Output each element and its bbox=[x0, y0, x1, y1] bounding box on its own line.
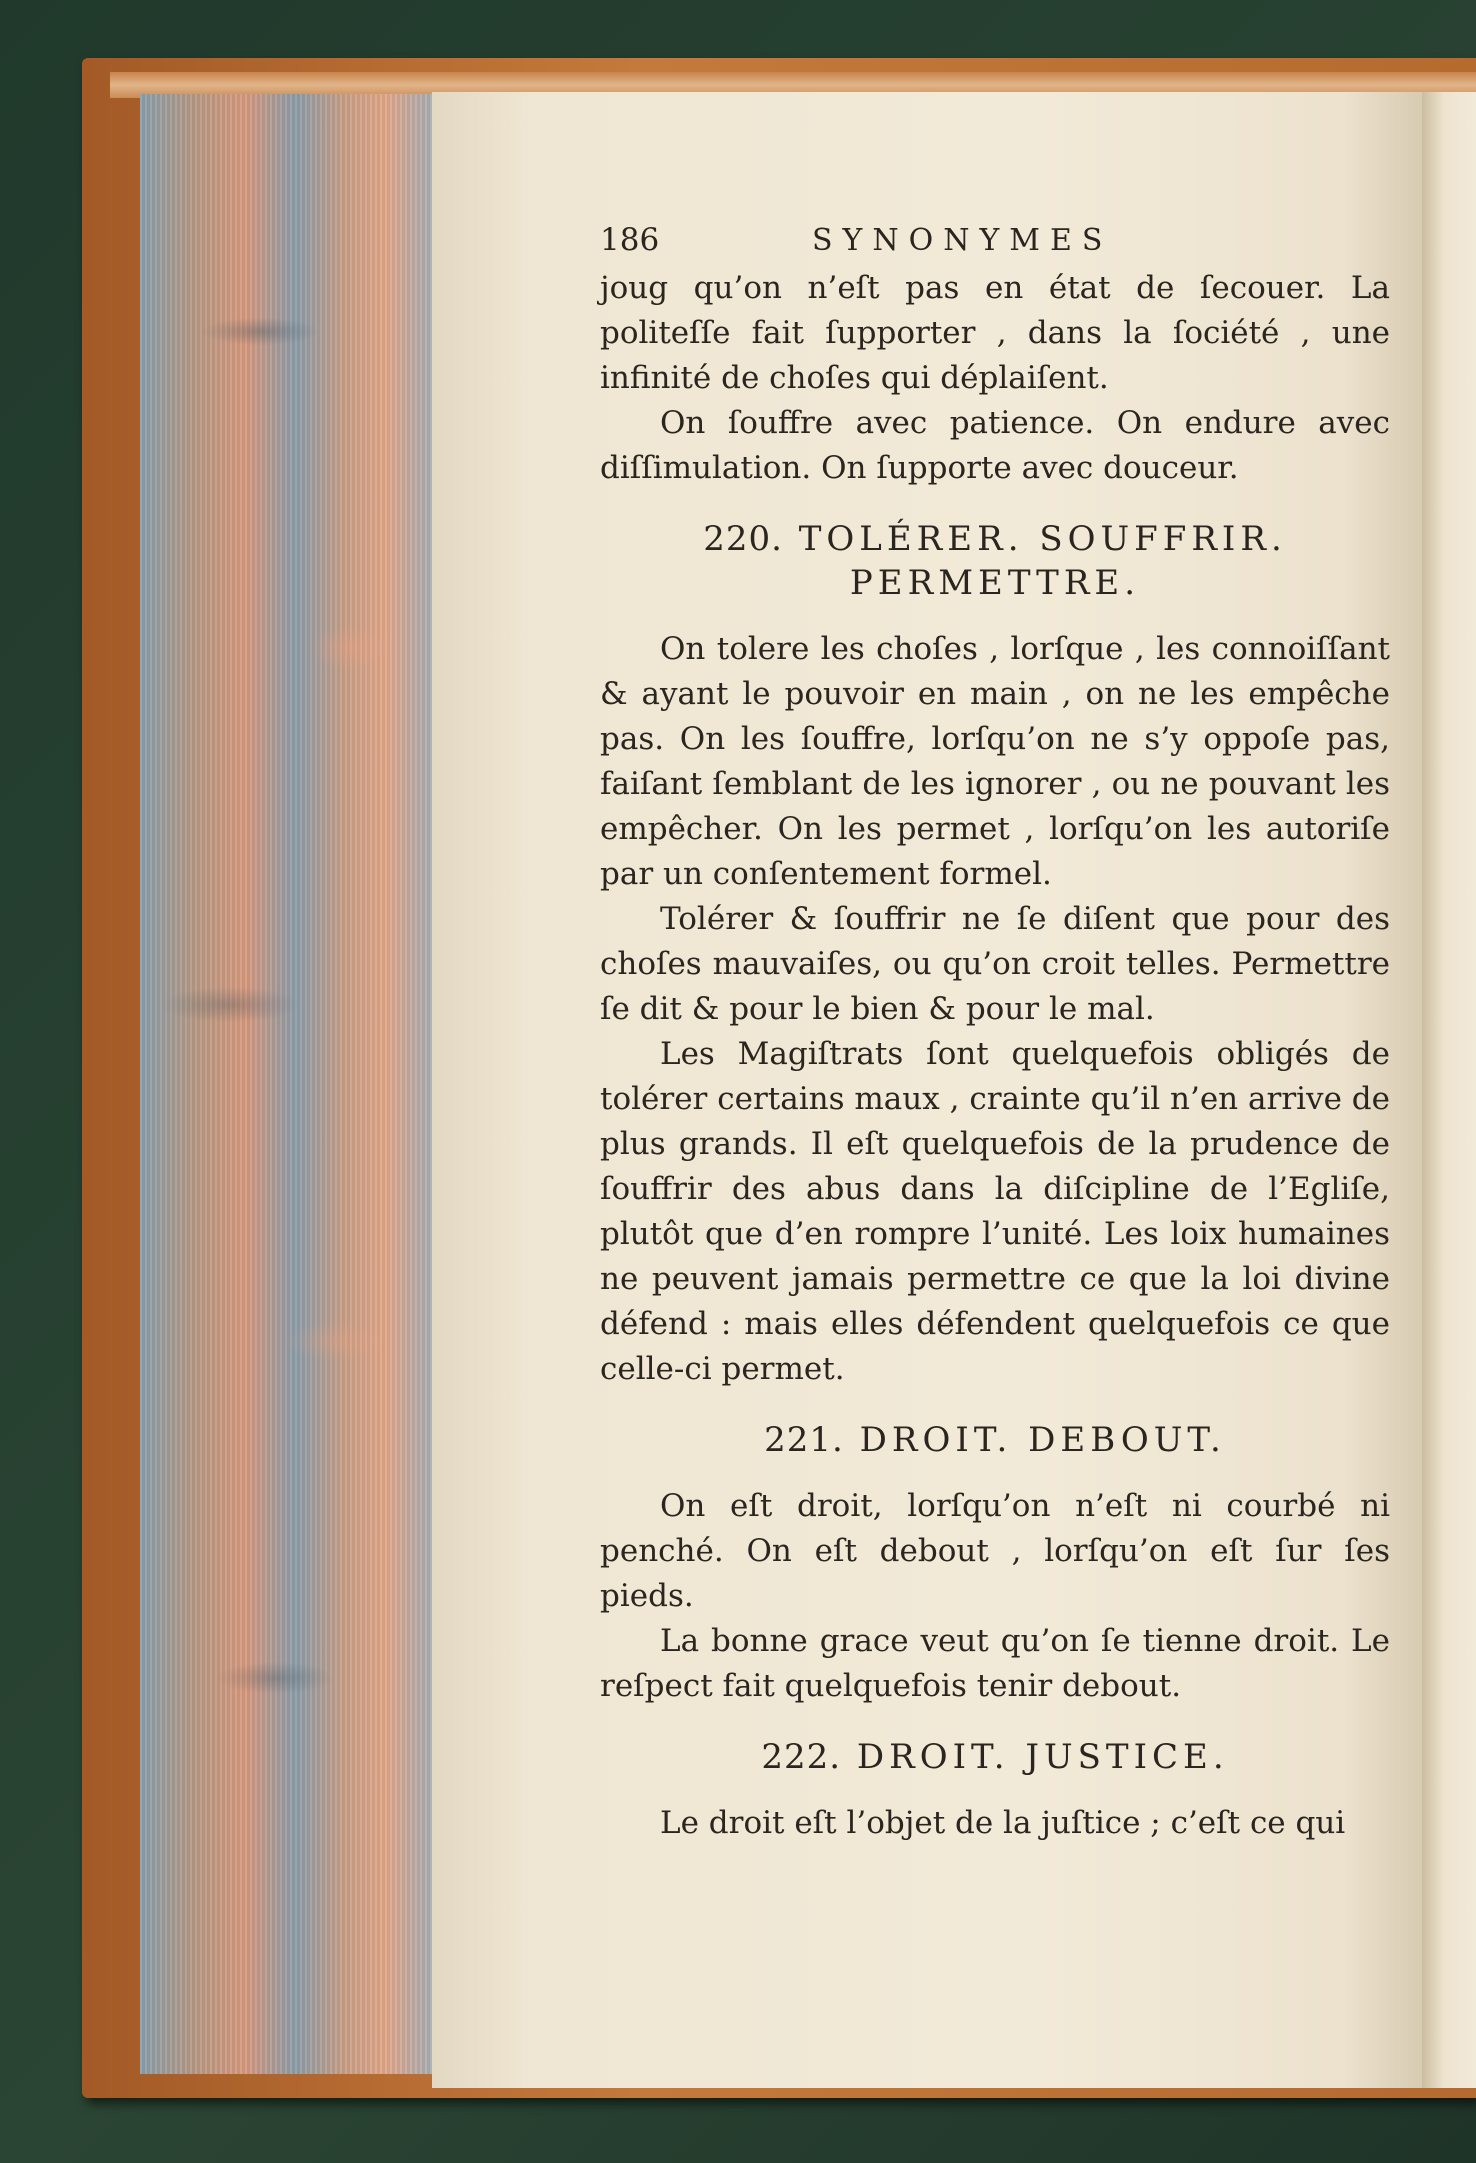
article-paragraph: Tolérer & ſouffrir ne ſe diſent que pour des choſes mauvaiſes, ou qu’on croit telles. Permettre ſe dit & pour le bien & pour le mal. bbox=[600, 901, 1390, 1027]
right-page-edge bbox=[1422, 92, 1476, 2088]
article-paragraph: La bonne grace veut qu’on ſe tienne droit. Le reſpect fait quelquefois tenir debout. bbox=[600, 1623, 1390, 1704]
article-paragraph: On eſt droit, lorſqu’on n’eſt ni courbé ni penché. On eſt debout , lorſqu’on eſt ſur ſes pieds. bbox=[600, 1488, 1390, 1614]
opening-paragraph: On ſouffre avec patience. On endure avec diſſimulation. On ſupporte avec douceur. bbox=[600, 405, 1390, 486]
article-title: TOLÉRER. SOUFFRIR. bbox=[798, 519, 1287, 559]
article-number: 222. bbox=[761, 1737, 842, 1777]
article-heading-220 bbox=[600, 517, 1390, 605]
opening-paragraph-continued: joug qu’on n’eſt pas en état de ſecouer. La politeſſe fait ſupporter , dans la ſociété , une infinité de choſes qui déplaiſent. bbox=[600, 270, 1390, 396]
page-number: 186 bbox=[600, 222, 660, 258]
running-title: SYNONYMES bbox=[812, 223, 1113, 258]
article-number: 221. bbox=[764, 1420, 844, 1460]
running-head bbox=[600, 218, 1390, 264]
marbled-page-edges bbox=[140, 94, 440, 2074]
article-paragraph: On tolere les choſes , lorſque , les connoiſſant & ayant le pouvoir en main , on ne les empêche pas. On les ſouffre, lorſqu’on ne s’y oppoſe pas, faiſant ſemblant de les ignorer , ou ne pouvant les empêcher. On les permet , lorſqu’on les autoriſe par un conſentement formel. bbox=[600, 631, 1390, 892]
article-paragraph: Le droit eſt l’objet de la juſtice ; c’eſt ce qui bbox=[660, 1805, 1346, 1841]
article-heading-222 bbox=[600, 1735, 1390, 1779]
article-title: DROIT. JUSTICE. bbox=[856, 1737, 1229, 1777]
page-text bbox=[600, 218, 1390, 1846]
article-heading-221 bbox=[600, 1418, 1390, 1462]
article-title-line2: PERMETTRE. bbox=[849, 563, 1141, 603]
article-number: 220. bbox=[703, 519, 783, 559]
article-title: DROIT. DEBOUT. bbox=[859, 1420, 1226, 1460]
article-paragraph: Les Magiſtrats ſont quelquefois obligés de tolérer certains maux , crainte qu’il n’en arrive de plus grands. Il eſt quelquefois de la prudence de ſouffrir des abus dans la diſcipline de l’Egliſe, plutôt que d’en rompre l’unité. Les loix humaines ne peuvent jamais permettre ce que la loi divine défend : mais elles défendent quelquefois ce que celle-ci permet. bbox=[600, 1036, 1390, 1387]
